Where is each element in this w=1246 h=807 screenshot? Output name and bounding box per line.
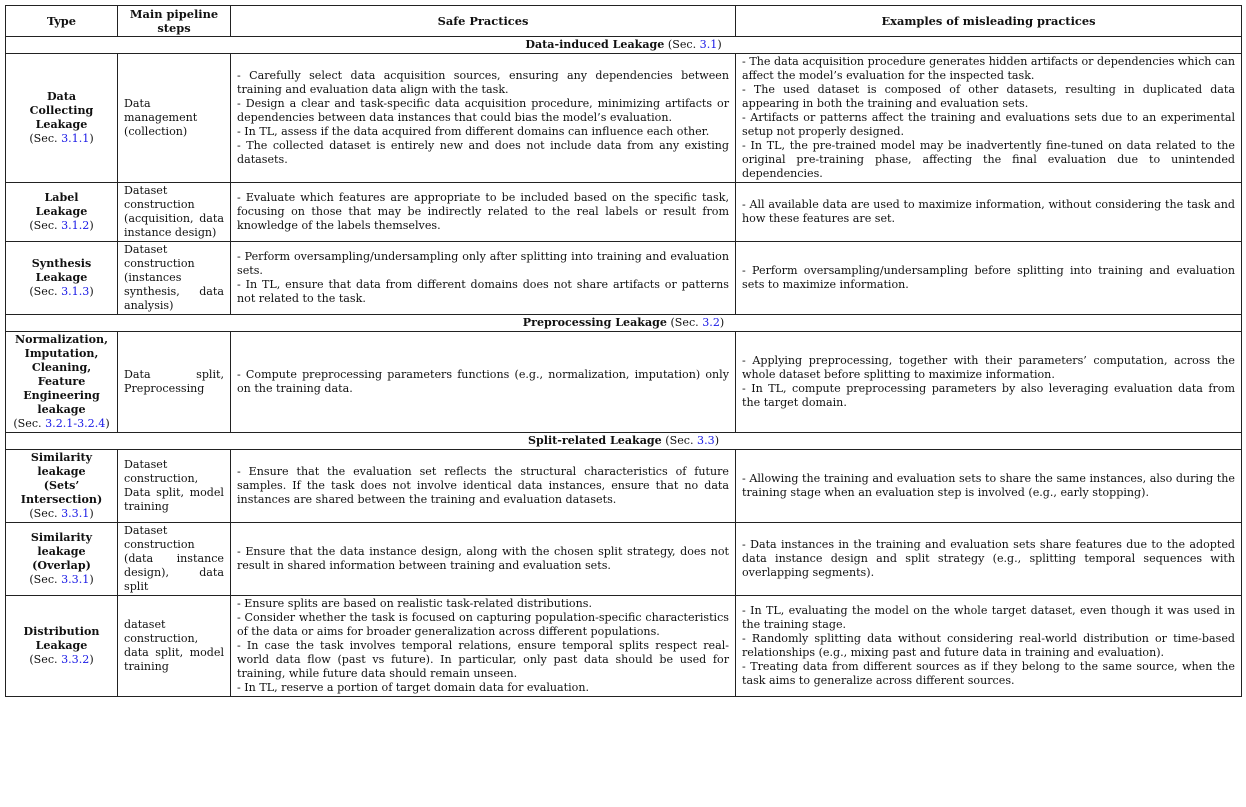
type-label: Cleaning,	[31, 361, 92, 374]
pipeline-steps-cell: dataset construction, data split, model training	[118, 596, 231, 697]
sec-open: (Sec.	[29, 507, 62, 520]
pipeline-steps-cell: Dataset construction (acquisition, data instance design)	[118, 183, 231, 242]
leakage-practices-table	[5, 5, 1242, 697]
section-ref-wrap	[667, 316, 724, 329]
misleading-practice-item: - Allowing the training and evaluation sets to share the same instances, also during the training stage when an evaluation step is involved (e.g., early stopping).	[742, 472, 1235, 499]
sec-ref-link[interactable]: 3.2.1-3.2.4	[45, 417, 106, 430]
safe-practice-item: - Evaluate which features are appropriate to be included based on the specific task, focusing on those that may be indirectly related to the real labels or result from knowledge of the labels themselves.	[237, 191, 729, 232]
misleading-practice-item: - All available data are used to maximize information, without considering the task and how these features are set.	[742, 198, 1235, 225]
pipeline-steps-cell: Data split, Preprocessing	[118, 332, 231, 433]
safe-practices-cell	[231, 523, 736, 596]
type-label: (Overlap)	[32, 559, 91, 572]
misleading-practice-item: - Treating data from different sources as if they belong to the same source, when the task aims to generalize across different sources.	[742, 660, 1235, 687]
table-row	[6, 54, 1242, 183]
section-title: Split-related Leakage	[527, 434, 662, 447]
sec-open: (Sec.	[29, 653, 62, 666]
type-label: Collecting	[29, 104, 94, 117]
type-sec-ref	[29, 132, 93, 145]
misleading-practice-item: - Data instances in the training and evaluation sets share features due to the adopted data instance design and split strategy (e.g., splitting temporal sequences with overlapping segments).	[742, 538, 1235, 579]
misleading-practices-cell	[736, 450, 1242, 523]
type-cell	[6, 450, 118, 523]
safe-practice-item: - Ensure that the data instance design, along with the chosen split strategy, does not result in shared information between training and evaluation sets.	[237, 545, 729, 572]
type-cell	[6, 242, 118, 315]
misleading-practice-item: - Perform oversampling/undersampling before splitting into training and evaluation sets to maximize information.	[742, 264, 1235, 291]
type-label: leakage	[37, 403, 86, 416]
sec-close: )	[89, 507, 94, 520]
safe-practice-item: - Consider whether the task is focused on capturing population-specific characteristics of the data or aims for broader generalization across different populations.	[237, 611, 729, 638]
safe-practice-item: - In TL, reserve a portion of target domain data for evaluation.	[237, 681, 590, 694]
type-label: Feature	[37, 375, 86, 388]
section-row	[6, 315, 1242, 332]
safe-practice-item: - In case the task involves temporal relations, ensure temporal splits respect real-world data flow (past vs future). In particular, only past data should be used for training, while future data should remain unseen.	[237, 639, 729, 680]
misleading-practice-item: - In TL, compute preprocessing parameters by also leveraging evaluation data from the target domain.	[742, 382, 1235, 409]
sec-open: (Sec.	[29, 132, 62, 145]
misleading-practice-item: - In TL, the pre-trained model may be inadvertently fine-tuned on data related to the original pre-training phase, affecting the final evaluation due to unintended dependencies.	[742, 139, 1235, 180]
safe-practice-item: - The collected dataset is entirely new and does not include data from any existing datasets.	[237, 139, 729, 166]
type-label: Data	[46, 90, 77, 103]
type-sec-ref	[29, 653, 93, 666]
safe-practice-item: - Design a clear and task-specific data acquisition procedure, minimizing artifacts or dependencies between data instances that could bias the model’s evaluation.	[237, 97, 729, 124]
misleading-practice-item: - Artifacts or patterns affect the training and evaluations sets due to an experimental setup not properly designed.	[742, 111, 1235, 138]
sec-close: )	[89, 653, 94, 666]
table-row	[6, 242, 1242, 315]
misleading-practices-cell	[736, 523, 1242, 596]
table-row	[6, 596, 1242, 697]
safe-practice-item: - Carefully select data acquisition sources, ensuring any dependencies between training and evaluation data align with the task.	[237, 69, 729, 96]
sec-ref-link[interactable]: 3.1.3	[61, 285, 90, 298]
type-label: Normalization,	[15, 333, 108, 346]
type-sec-ref	[29, 573, 93, 586]
section-title: Data-induced Leakage	[525, 38, 665, 51]
safe-practice-item: - Compute preprocessing parameters functions (e.g., normalization, imputation) only on the training data.	[237, 368, 729, 395]
safe-practices-cell	[231, 183, 736, 242]
section-ref-suffix: )	[714, 434, 720, 447]
sec-ref-link[interactable]: 3.1.1	[61, 132, 90, 145]
safe-practices-cell	[231, 450, 736, 523]
table-row	[6, 183, 1242, 242]
sec-ref-link[interactable]: 3.1.2	[61, 219, 90, 232]
section-ref-suffix: )	[717, 38, 722, 51]
misleading-practices-cell	[736, 183, 1242, 242]
sec-ref-link[interactable]: 3.3.1	[61, 573, 90, 586]
type-sec-ref	[29, 507, 93, 520]
sec-open: (Sec.	[29, 285, 62, 298]
sec-ref-link[interactable]: 3.3.1	[61, 507, 90, 520]
header-pipeline-steps: Main pipeline steps	[118, 6, 231, 37]
section-ref-prefix: (Sec.	[666, 316, 703, 329]
header-misleading-practices: Examples of misleading practices	[736, 6, 1242, 37]
section-ref-wrap	[662, 434, 719, 447]
type-label: Synthesis	[31, 257, 92, 270]
table-row	[6, 332, 1242, 433]
section-title: Preprocessing Leakage	[522, 316, 667, 329]
safe-practice-item: - Ensure splits are based on realistic task-related distributions.	[237, 597, 592, 610]
safe-practices-cell	[231, 242, 736, 315]
type-label: Leakage	[35, 118, 88, 131]
type-label: Leakage	[35, 271, 88, 284]
type-label: leakage	[37, 545, 86, 558]
type-label: Label	[44, 191, 79, 204]
pipeline-steps-cell: Dataset construction (instances synthesis, data analysis)	[118, 242, 231, 315]
table-body	[6, 37, 1242, 697]
type-cell	[6, 596, 118, 697]
misleading-practice-item: - Applying preprocessing, together with their parameters’ computation, across the whole dataset before splitting to maximize information.	[742, 354, 1235, 381]
type-label: Leakage	[35, 205, 88, 218]
type-cell	[6, 183, 118, 242]
safe-practice-item: - In TL, assess if the data acquired from different domains can influence each other.	[237, 125, 710, 138]
sec-close: )	[89, 285, 94, 298]
sec-ref-link[interactable]: 3.3.2	[61, 653, 90, 666]
type-cell	[6, 523, 118, 596]
pipeline-steps-cell: Dataset construction, Data split, model training	[118, 450, 231, 523]
type-sec-ref	[13, 417, 109, 430]
misleading-practices-cell	[736, 596, 1242, 697]
type-label: Leakage	[35, 639, 88, 652]
type-sec-ref	[29, 219, 93, 232]
misleading-practices-cell	[736, 242, 1242, 315]
sec-close: )	[89, 219, 94, 232]
type-label: Similarity	[30, 531, 93, 544]
safe-practice-item: - Ensure that the evaluation set reflects the structural characteristics of future samples. If the task does not involve identical data instances, ensure that no data instances are shared between the training and evaluation datasets.	[237, 465, 729, 506]
section-ref-prefix: (Sec.	[664, 38, 700, 51]
section-row	[6, 37, 1242, 54]
type-label: Similarity	[30, 451, 93, 464]
table-row	[6, 523, 1242, 596]
type-sec-ref	[29, 285, 93, 298]
safe-practices-cell	[231, 54, 736, 183]
safe-practice-item: - In TL, ensure that data from different domains does not share artifacts or patterns not related to the task.	[237, 278, 729, 305]
misleading-practice-item: - In TL, evaluating the model on the whole target dataset, even though it was used in the training stage.	[742, 604, 1235, 631]
section-ref-prefix: (Sec.	[661, 434, 698, 447]
misleading-practices-cell	[736, 54, 1242, 183]
header-safe-practices: Safe Practices	[231, 6, 736, 37]
sec-close: )	[89, 132, 94, 145]
sec-close: )	[105, 417, 110, 430]
type-cell	[6, 332, 118, 433]
type-label: Distribution	[23, 625, 100, 638]
safe-practice-item: - Perform oversampling/undersampling only after splitting into training and evaluation sets.	[237, 250, 729, 277]
sec-close: )	[89, 573, 94, 586]
type-label: leakage	[37, 465, 86, 478]
header-type: Type	[6, 6, 118, 37]
type-cell	[6, 54, 118, 183]
section-ref-link[interactable]: 3.3	[697, 434, 715, 447]
misleading-practice-item: - Randomly splitting data without considering real-world distribution or time-based relationships (e.g., mixing past and future data in training and evaluation).	[742, 632, 1235, 659]
section-ref-link[interactable]: 3.1	[699, 38, 718, 51]
safe-practices-cell	[231, 332, 736, 433]
type-label: (Sets’	[43, 479, 80, 492]
sec-open: (Sec.	[29, 219, 62, 232]
type-label: Imputation,	[24, 347, 99, 360]
header-row	[6, 6, 1242, 37]
section-ref-wrap	[664, 38, 721, 51]
section-ref-link[interactable]: 3.2	[702, 316, 720, 329]
table-row	[6, 450, 1242, 523]
type-label: Engineering	[23, 389, 100, 402]
sec-open: (Sec.	[13, 417, 46, 430]
section-title-cell	[6, 433, 1242, 450]
section-ref-suffix: )	[719, 316, 725, 329]
type-label: Intersection)	[20, 493, 103, 506]
safe-practices-cell	[231, 596, 736, 697]
pipeline-steps-cell: Data management (collection)	[118, 54, 231, 183]
section-title-cell	[6, 315, 1242, 332]
practices-table-container	[5, 5, 1241, 697]
section-row	[6, 433, 1242, 450]
pipeline-steps-cell: Dataset construction (data instance design), data split	[118, 523, 231, 596]
sec-open: (Sec.	[29, 573, 62, 586]
misleading-practice-item: - The used dataset is composed of other datasets, resulting in duplicated data appearing in both the training and evaluation sets.	[742, 83, 1235, 110]
misleading-practices-cell	[736, 332, 1242, 433]
section-title-cell	[6, 37, 1242, 54]
misleading-practice-item: - The data acquisition procedure generates hidden artifacts or dependencies which can affect the model’s evaluation for the inspected task.	[742, 55, 1235, 82]
